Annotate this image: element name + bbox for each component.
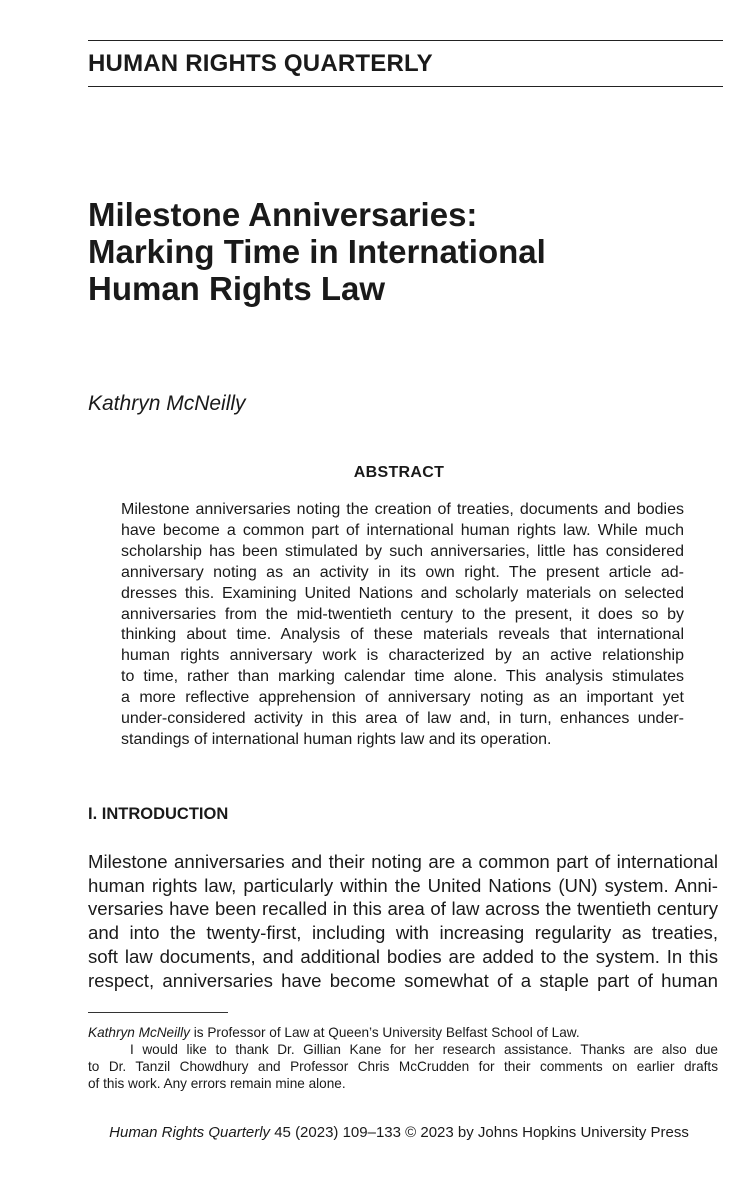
- abstract-line: under-considered activity in this area of law and, in turn, enhances under-: [121, 710, 684, 728]
- body-line: respect, anniversaries have become somewhat of a staple part of human: [88, 969, 718, 991]
- footnote-author-name: Kathryn McNeilly: [88, 1025, 190, 1040]
- abstract-line: thinking about time. Analysis of these materials reveals that international: [121, 626, 684, 644]
- abstract-line: standings of international human rights law and its operation.: [121, 730, 552, 748]
- page-footer: [0, 1124, 756, 1141]
- footnote-affiliation: [88, 1024, 718, 1041]
- footnote-separator: [88, 1012, 228, 1013]
- article-title: [88, 196, 708, 307]
- abstract-line: to time, rather than marking calendar time alone. This analysis stimulates: [121, 668, 684, 686]
- footer-citation: 45 (2023) 109–133 © 2023 by Johns Hopkins University Press: [270, 1124, 689, 1141]
- author-footnote: [88, 1024, 718, 1092]
- top-rule: [88, 40, 723, 41]
- author-name: Kathryn McNeilly: [88, 392, 246, 415]
- abstract-line: a more reflective apprehension of anniversary noting as an important yet: [121, 689, 684, 707]
- abstract-line: human rights anniversary work is characterized by an active relationship: [121, 647, 684, 665]
- abstract-line: Milestone anniversaries noting the creation of treaties, documents and bodies: [121, 501, 684, 518]
- title-line: Human Rights Law: [88, 270, 386, 307]
- body-line: soft law documents, and additional bodies are added to the system. In this: [88, 945, 718, 967]
- body-line: and into the twenty-first, including with increasing regularity as treaties,: [88, 922, 718, 944]
- abstract-heading: ABSTRACT: [353, 464, 445, 481]
- footnote-ack-line: I would like to thank Dr. Gillian Kane for her research assistance. Thanks are also due: [130, 1042, 718, 1057]
- footnote-ack-line: to Dr. Tanzil Chowdhury and Professor Chris McCrudden for their comments on earlier drafts: [88, 1059, 718, 1074]
- abstract-line: scholarship has been stimulated by such anniversaries, little has considered: [121, 542, 684, 560]
- title-line: Milestone Anniversaries:: [88, 196, 478, 233]
- abstract-text: [121, 500, 684, 751]
- footnote-ack-line: of this work. Any errors remain mine alone.: [88, 1076, 346, 1091]
- body-line: human rights law, particularly within the United Nations (UN) system. Anni-: [88, 874, 718, 896]
- body-line: versaries have been recalled in this area of law across the twentieth century: [88, 898, 718, 920]
- journal-running-head: HUMAN RIGHTS QUARTERLY: [88, 50, 433, 77]
- body-line: Milestone anniversaries and their noting are a common part of international: [88, 851, 718, 872]
- abstract-line: anniversaries from the mid-twentieth century to the present, it does so by: [121, 605, 684, 623]
- abstract-line: dresses this. Examining United Nations and scholarly materials on selected: [121, 584, 684, 602]
- abstract-line: have become a common part of international human rights law. While much: [121, 521, 684, 539]
- section-heading-introduction: I. INTRODUCTION: [88, 805, 229, 823]
- footnote-affiliation-text: is Professor of Law at Queen’s University Belfast School of Law.: [189, 1025, 580, 1040]
- abstract-line: anniversary noting as an activity in its own right. The present article ad-: [121, 563, 684, 581]
- title-line: Marking Time in International: [88, 233, 546, 270]
- introduction-text: [88, 850, 718, 992]
- footer-journal-name: Human Rights Quarterly: [109, 1124, 271, 1141]
- header-rule: [88, 86, 723, 87]
